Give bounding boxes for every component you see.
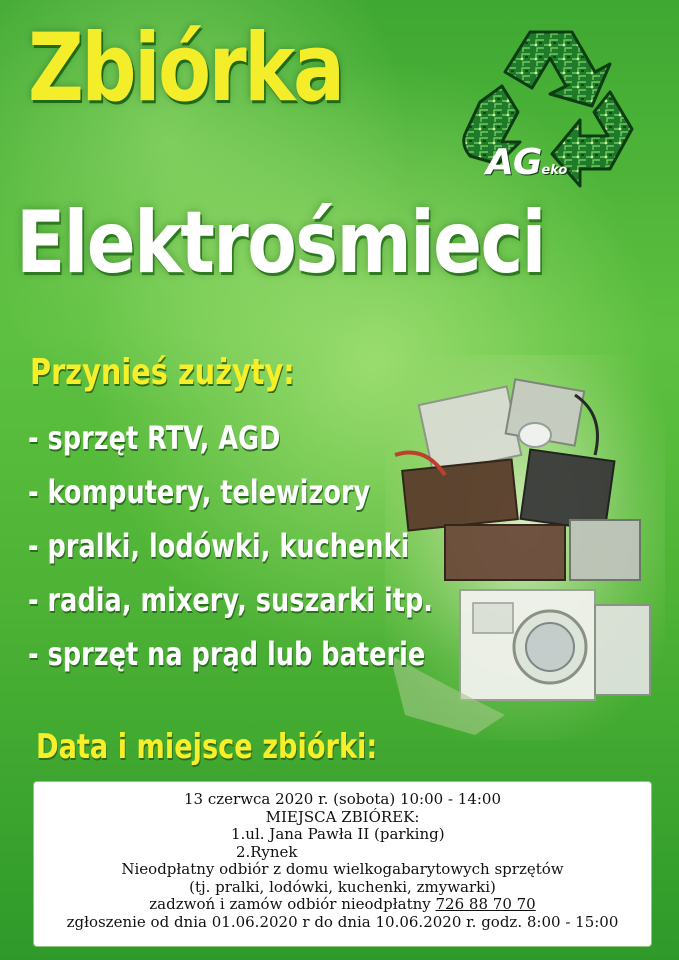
places-heading: MIEJSCA ZBIÓREK:: [265, 807, 420, 826]
call-line: [34, 896, 651, 914]
place-item: 2.Rynek: [236, 842, 298, 861]
logo-text-eko: eko: [541, 163, 568, 178]
list-item: - pralki, lodówki, kuchenki: [28, 527, 410, 565]
info-box: [34, 782, 651, 946]
logo-text-ag: AG: [486, 142, 542, 183]
list-item: - radia, mixery, suszarki itp.: [28, 581, 434, 619]
list-item: - komputery, telewizory: [28, 473, 371, 511]
title-line-2: Elektrośmieci: [16, 193, 545, 293]
date-heading: Data i miejsce zbiórki:: [36, 727, 378, 767]
place-item: 1.ul. Jana Pawła II (parking): [231, 825, 445, 843]
examples-line: (tj. pralki, lodówki, kuchenki, zmywarki): [189, 877, 496, 896]
report-line: zgłoszenie od dnia 01.06.2020 r do dnia 10.06.2020 r. godz. 8:00 - 15:00: [66, 912, 619, 931]
title-line-1: Zbiórka: [28, 14, 343, 123]
logo-text: [486, 142, 567, 183]
list-item: - sprzęt na prąd lub baterie: [28, 635, 426, 673]
bring-heading: Przynieś zużyty:: [30, 352, 295, 393]
pickup-line: Nieodpłatny odbiór z domu wielkogabarytowych sprzętów: [121, 860, 564, 878]
items-list: [28, 418, 534, 688]
collection-date: 13 czerwca 2020 r. (sobota) 10:00 - 14:00: [183, 790, 502, 808]
phone-number[interactable]: 726 88 70 70: [435, 895, 536, 913]
call-text: zadzwoń i zamów odbiór nieodpłatny: [149, 895, 431, 913]
list-item: - sprzęt RTV, AGD: [28, 419, 281, 457]
